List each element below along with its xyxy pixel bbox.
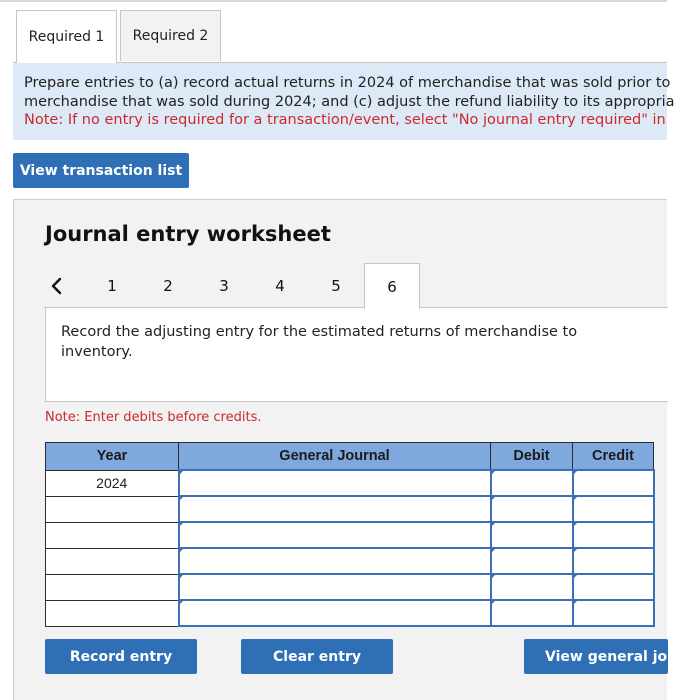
year-cell bbox=[46, 522, 179, 548]
record-entry-button[interactable]: Record entry bbox=[45, 639, 197, 674]
page-4[interactable]: 4 bbox=[275, 276, 285, 295]
table-row bbox=[46, 600, 654, 626]
view-transaction-list-button[interactable]: View transaction list bbox=[13, 153, 189, 188]
requirement-tabs bbox=[16, 10, 224, 62]
credit-input[interactable] bbox=[573, 522, 654, 548]
tab-required-2[interactable]: Required 2 bbox=[120, 10, 221, 61]
account-input[interactable] bbox=[179, 548, 491, 574]
page-2[interactable]: 2 bbox=[163, 276, 173, 295]
entry-prompt-text: Record the adjusting entry for the estimated returns of merchandise to inventory. bbox=[61, 324, 578, 360]
year-cell bbox=[46, 574, 179, 600]
view-general-journal-button[interactable]: View general jour bbox=[524, 639, 668, 674]
credit-input[interactable] bbox=[573, 548, 654, 574]
page-5[interactable]: 5 bbox=[331, 276, 341, 295]
year-cell bbox=[46, 600, 179, 626]
table-row bbox=[46, 574, 654, 600]
credit-header: Credit bbox=[573, 443, 654, 471]
worksheet-pager bbox=[44, 263, 668, 309]
clear-entry-button[interactable]: Clear entry bbox=[241, 639, 393, 674]
instructions-note: Note: If no entry is required for a transaction/event, select "No journal entry required" in bbox=[24, 112, 666, 128]
debit-input[interactable] bbox=[491, 470, 573, 496]
year-header: Year bbox=[46, 443, 179, 471]
instructions-panel bbox=[13, 62, 675, 140]
credit-input[interactable] bbox=[573, 574, 654, 600]
general-journal-header: General Journal bbox=[179, 443, 491, 471]
tab-required-1[interactable]: Required 1 bbox=[16, 10, 117, 63]
debit-header: Debit bbox=[491, 443, 573, 471]
entry-prompt bbox=[45, 308, 668, 402]
debits-note: Note: Enter debits before credits. bbox=[45, 410, 262, 425]
journal-table bbox=[45, 442, 655, 627]
table-row bbox=[46, 496, 654, 522]
page-3[interactable]: 3 bbox=[219, 276, 229, 295]
credit-input[interactable] bbox=[573, 470, 654, 496]
journal-entry-worksheet bbox=[13, 199, 684, 700]
debit-input[interactable] bbox=[491, 600, 573, 626]
previous-arrow-icon[interactable] bbox=[44, 263, 68, 308]
credit-input[interactable] bbox=[573, 600, 654, 626]
debit-input[interactable] bbox=[491, 522, 573, 548]
top-divider bbox=[0, 0, 667, 2]
page-6[interactable]: 6 bbox=[364, 263, 420, 309]
account-input[interactable] bbox=[179, 600, 491, 626]
year-cell bbox=[46, 548, 179, 574]
debit-input[interactable] bbox=[491, 496, 573, 522]
year-cell: 2024 bbox=[46, 470, 179, 496]
table-row bbox=[46, 548, 654, 574]
debit-input[interactable] bbox=[491, 574, 573, 600]
account-input[interactable] bbox=[179, 470, 491, 496]
instructions-line-1: Prepare entries to (a) record actual returns in 2024 of merchandise that was sold prior to bbox=[24, 75, 671, 91]
table-row bbox=[46, 470, 654, 496]
account-input[interactable] bbox=[179, 522, 491, 548]
credit-input[interactable] bbox=[573, 496, 654, 522]
debit-input[interactable] bbox=[491, 548, 573, 574]
table-row bbox=[46, 522, 654, 548]
worksheet-title: Journal entry worksheet bbox=[45, 222, 331, 246]
account-input[interactable] bbox=[179, 496, 491, 522]
year-cell bbox=[46, 496, 179, 522]
instructions-line-2: merchandise that was sold during 2024; and (c) adjust the refund liability to its appropria bbox=[24, 93, 675, 110]
page-1[interactable]: 1 bbox=[107, 276, 117, 295]
account-input[interactable] bbox=[179, 574, 491, 600]
